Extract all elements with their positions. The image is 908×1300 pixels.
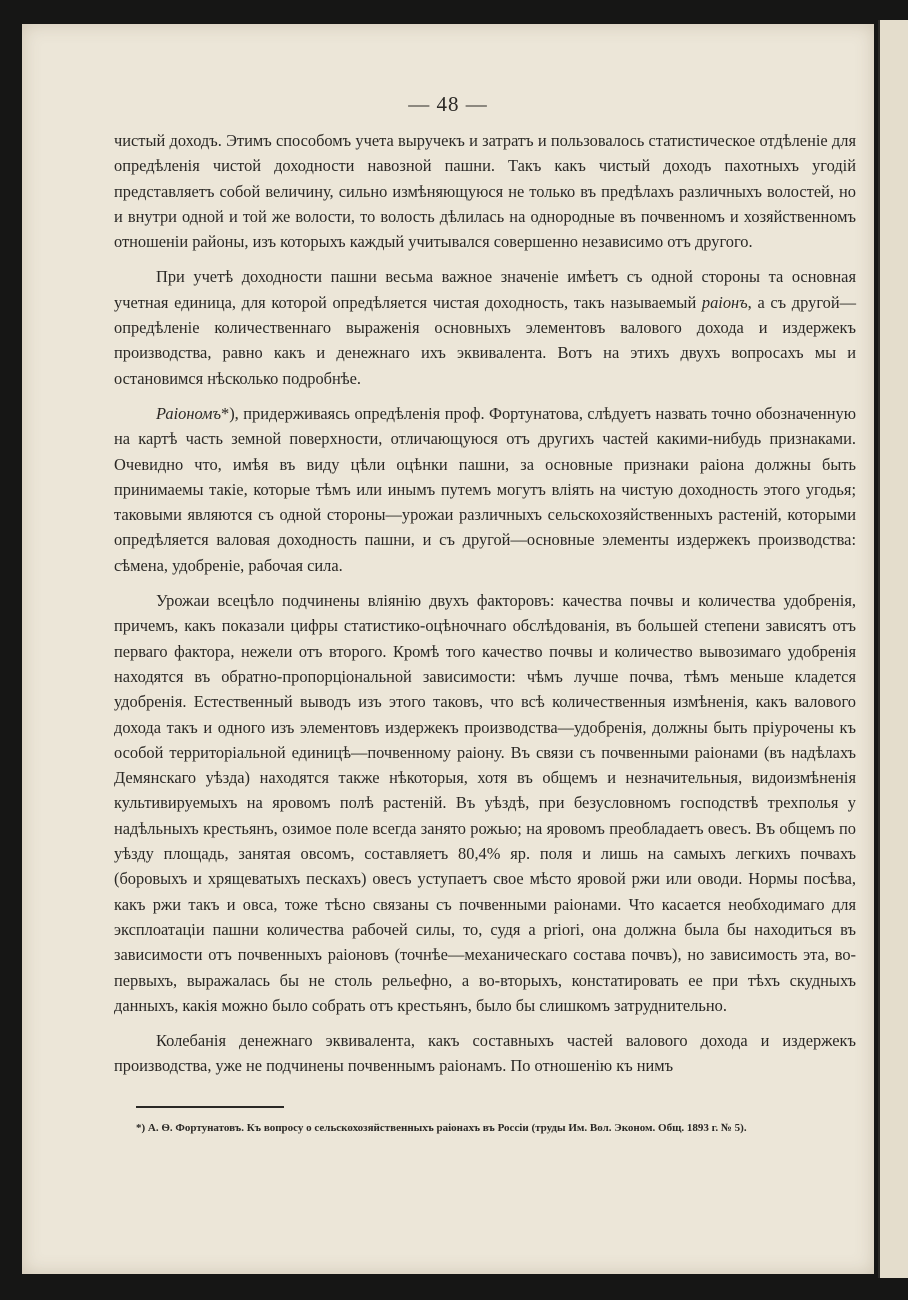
paragraph-1: чистый доходъ. Этимъ способомъ учета выручекъ и затратъ и пользовалось статистическое отдѣленіе для опредѣленія чистой доходности навозной пашни. Такъ какъ чистый доходъ пахотныхъ угодій представляетъ собой величину, сильно измѣняющуюся не только въ предѣлахъ различныхъ волостей, но и внутри одной и той же волости, то волость дѣлилась на однородные въ почвенномъ и хозяйственномъ отношеніи районы, изъ которыхъ каждый учитывался совершенно независимо отъ другого. xyxy=(114,131,856,252)
page-number: — 48 — xyxy=(408,92,488,116)
book-page xyxy=(22,24,874,1274)
paragraph-4: Урожаи всецѣло подчинены вліянію двухъ факторовъ: качества почвы и количества удобренія, причемъ, какъ показали цифры статистико-оцѣночнаго обслѣдованія, въ большей степени зависятъ отъ перваго фактора, нежели отъ второго. Кромѣ того качество почвы и количество вывозимаго удобренія находятся въ обратно-пропорціональной зависимости: чѣмъ лучше почва, тѣмъ меньше кладется удобренія. Естественный выводъ изъ этого таковъ, что всѣ количественныя измѣненія, какъ валового дохода такъ и одного изъ элементовъ издержекъ производства—удобренія, должны быть пріурочены къ особой территоріальной единицѣ—почвенному раіону. Въ связи съ почвенными раіонами (въ надѣлахъ Демянскаго уѣзда) находятся также нѣкоторыя, хотя въ общемъ и незначительныя, видоизмѣненія культивируемыхъ на яровомъ полѣ растеній. Въ уѣздѣ, при безусловномъ господствѣ трехполья у надѣльныхъ крестьянъ, озимое поле всегда занято рожью; на яровомъ преобладаетъ овесъ. Въ общемъ по уѣзду площадь, занятая овсомъ, составляетъ 80,4% яр. поля и лишь на самыхъ легкихъ почвахъ (боровыхъ и хрящеватыхъ пескахъ) овесъ уступаетъ свое мѣсто яровой ржи или оводи. Нормы посѣва, какъ ржи такъ и овса, тоже тѣсно связаны съ почвенными раіонами. Что касается необходимаго для эксплоатаціи пашни количества рабочей силы, то, судя a priori, она должна была бы находиться въ зависимости отъ почвенныхъ раіоновъ (точнѣе—механическаго состава почвъ), но зависимость эта, во-первыхъ, выражалась бы не столь рельефно, а во-вторыхъ, констатировать ее при тѣхъ скудныхъ данныхъ, какія можно было собрать отъ крестьянъ, было бы слишкомъ затруднительно. xyxy=(114,591,856,1015)
body-text xyxy=(114,128,856,1079)
paragraph-3 xyxy=(114,401,856,578)
paragraph-5: Колебанія денежнаго эквивалента, какъ составныхъ частей валового дохода и издержекъ производства, уже не подчинены почвеннымъ раіонамъ. По отношенію къ нимъ xyxy=(114,1031,856,1076)
footnote: *) А. Ѳ. Фортунатовъ. Къ вопросу о сельскохозяйственныхъ раіонахъ въ Россіи (труды Им. Вол. Эконом. Общ. 1893 г. № 5). xyxy=(136,1122,747,1134)
paragraph-2-start: При учетѣ доходности пашни весьма важное значеніе имѣетъ съ одной стороны та основная учетная единица, для которой опредѣляется чистая доходность, такъ называемый xyxy=(114,267,856,312)
paragraph-3-end: *), придерживаясь опредѣленія проф. Фортунатова, слѣдуетъ назвать точно обозначенную на картѣ часть земной поверхности, отличающуюся отъ другихъ частей какими-нибудь признаками. Очевидно что, имѣя въ виду цѣли оцѣнки пашни, за основные признаки раіона должны быть принимаемы такіе, которые тѣмъ или инымъ путемъ могутъ вліять на чистую доходность этого угодья; таковыми являются съ одной стороны—урожаи различныхъ сельскохозяйственныхъ растеній, которыми опредѣляется валовая доходность пашни, и съ другой—основные элементы издержекъ производства: сѣмена, удобреніе, рабочая сила. xyxy=(114,403,856,575)
paragraph-2-end: , а съ другой—опредѣленіе количественнаго выраженія основныхъ элементовъ валового дохода и издержекъ производства, равно какъ и денежнаго ихъ эквивалента. Вотъ на этихъ двухъ вопросахъ мы и остановимся нѣсколько подробнѣе. xyxy=(114,292,856,388)
adjacent-page-edge xyxy=(878,20,908,1278)
paragraph-2 xyxy=(114,264,856,390)
term-raionom: Раіономъ xyxy=(156,403,222,423)
footnote-divider xyxy=(136,1106,284,1108)
term-raion: раіонъ xyxy=(701,292,748,312)
